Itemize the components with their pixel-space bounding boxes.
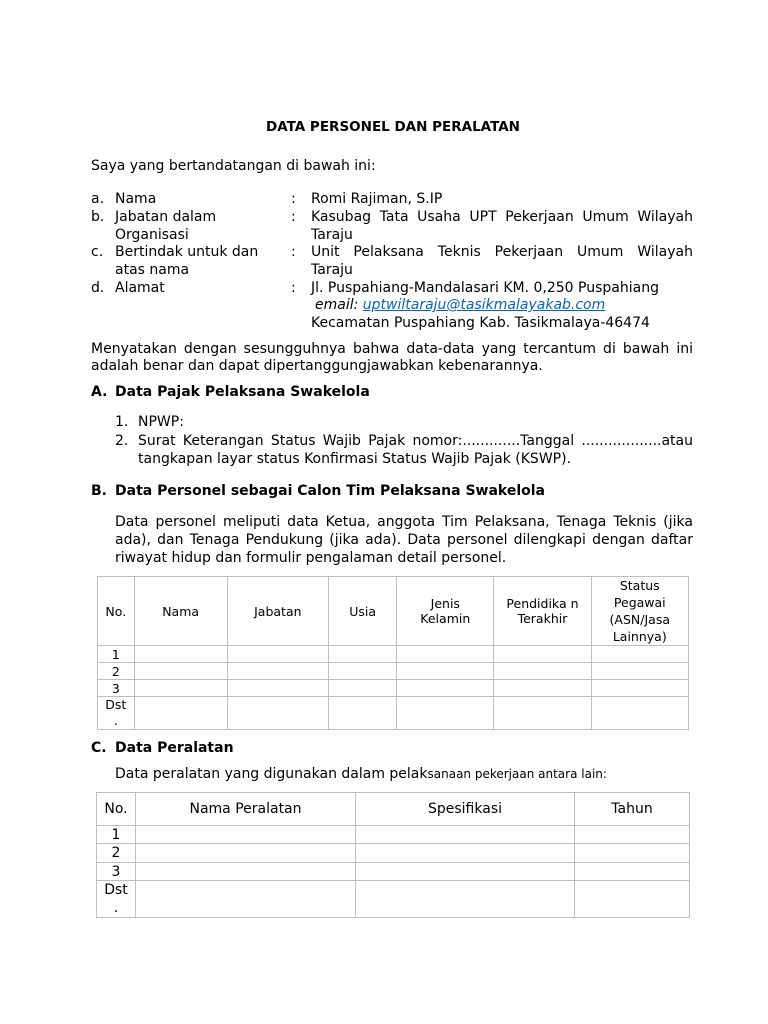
identity-colon: :: [291, 191, 296, 207]
row-number: 1: [98, 646, 135, 663]
row-number: Dst .: [98, 697, 135, 730]
npwp-text: NPWP:: [138, 414, 184, 430]
kswp-num: 2.: [115, 433, 129, 449]
identity-colon: :: [291, 244, 296, 260]
identity-value-unit: Unit Pelaksana Teknis Pekerjaan Umum Wilayah: [311, 244, 693, 260]
identity-value-kecamatan: Kecamatan Puspahiang Kab. Tasikmalaya-46474: [311, 315, 650, 331]
npwp-num: 1.: [115, 414, 129, 430]
identity-label-alamat: Alamat: [115, 280, 165, 296]
row-number: 1: [97, 826, 136, 844]
peralatan-para-a: Data peralatan yang digunakan dalam pelak: [115, 766, 428, 782]
header-usia: Usia: [329, 577, 397, 646]
identity-letter-c: c.: [91, 244, 104, 260]
peralatan-para-b: sanaan pekerjaan antara lain:: [427, 767, 607, 781]
section-b-letter: B.: [91, 483, 107, 499]
identity-label-jabatan-2: Organisasi: [115, 227, 189, 243]
identity-value-nama: Romi Rajiman, S.IP: [311, 191, 443, 207]
header-pendidikan: Pendidika n Terakhir: [494, 577, 591, 646]
identity-letter-a: a.: [91, 191, 105, 207]
identity-value-unit-2: Taraju: [311, 262, 353, 278]
table-row: [97, 826, 690, 844]
row-number: 2: [97, 844, 136, 863]
personnel-table: [97, 576, 689, 730]
row-number: 2: [98, 663, 135, 680]
table-header-row: [97, 793, 690, 826]
table-row: [98, 663, 689, 680]
section-a-heading: Data Pajak Pelaksana Swakelola: [115, 384, 370, 400]
header-tahun: Tahun: [575, 793, 690, 826]
row-number: 3: [97, 863, 136, 881]
kswp-text-1: Surat Keterangan Status Wajib Pajak nomor:.............Tanggal ..................atau: [138, 433, 693, 449]
row-number: 3: [98, 680, 135, 697]
table-row: [98, 646, 689, 663]
identity-label-bertindak: Bertindak untuk dan: [115, 244, 259, 260]
personel-para-2: ada), dan Tenaga Pendukung (jika ada). Data personel dilengkapi dengan daftar: [115, 532, 693, 548]
identity-value-jabatan-2: Taraju: [311, 227, 353, 243]
table-row: [97, 881, 690, 918]
email-line: [315, 296, 605, 314]
header-no: No.: [98, 577, 135, 646]
table-row: [98, 697, 689, 730]
statement-line-1: Menyatakan dengan sesungguhnya bahwa data-data yang tercantum di bawah ini: [91, 341, 693, 357]
table-row: [98, 680, 689, 697]
header-nama-peralatan: Nama Peralatan: [136, 793, 356, 826]
row-number: Dst .: [97, 881, 136, 918]
personel-para-3: riwayat hidup dan formulir pengalaman detail personel.: [115, 550, 507, 566]
identity-colon: :: [291, 209, 296, 225]
section-b-heading: Data Personel sebagai Calon Tim Pelaksana Swakelola: [115, 483, 545, 499]
identity-letter-d: d.: [91, 280, 105, 296]
statement-line-2: adalah benar dan dapat dipertanggungjawabkan kebenarannya.: [91, 358, 543, 374]
identity-label-bertindak-2: atas nama: [115, 262, 190, 278]
personel-para-1: Data personel meliputi data Ketua, anggota Tim Pelaksana, Tenaga Teknis (jika: [115, 514, 693, 530]
page-title: DATA PERSONEL DAN PERALATAN: [266, 119, 520, 135]
identity-letter-b: b.: [91, 209, 105, 225]
header-status-pegawai: Status Pegawai (ASN/Jasa Lainnya): [591, 577, 688, 646]
header-nama: Nama: [134, 577, 227, 646]
section-a-letter: A.: [91, 384, 108, 400]
equipment-table: [96, 792, 690, 918]
table-row: [97, 844, 690, 863]
email-link[interactable]: uptwiltaraju@tasikmalayakab.com: [362, 297, 606, 313]
header-jabatan: Jabatan: [227, 577, 328, 646]
table-row: [97, 863, 690, 881]
identity-value-jabatan: Kasubag Tata Usaha UPT Pekerjaan Umum Wilayah: [311, 209, 693, 225]
header-no: No.: [97, 793, 136, 826]
identity-label-jabatan: Jabatan dalam: [115, 209, 217, 225]
section-c-heading: Data Peralatan: [115, 740, 234, 756]
header-jenis-kelamin: Jenis Kelamin: [397, 577, 494, 646]
table-header-row: [98, 577, 689, 646]
identity-colon: :: [291, 280, 296, 296]
email-label: email:: [315, 297, 359, 313]
intro-text: Saya yang bertandatangan di bawah ini:: [91, 158, 376, 174]
peralatan-para: [115, 765, 607, 783]
identity-value-alamat: Jl. Puspahiang-Mandalasari KM. 0,250 Puspahiang: [311, 280, 659, 296]
section-c-letter: C.: [91, 740, 107, 756]
identity-label-nama: Nama: [115, 191, 157, 207]
kswp-text-2: tangkapan layar status Konfirmasi Status Wajib Pajak (KSWP).: [138, 451, 572, 467]
header-spesifikasi: Spesifikasi: [356, 793, 575, 826]
